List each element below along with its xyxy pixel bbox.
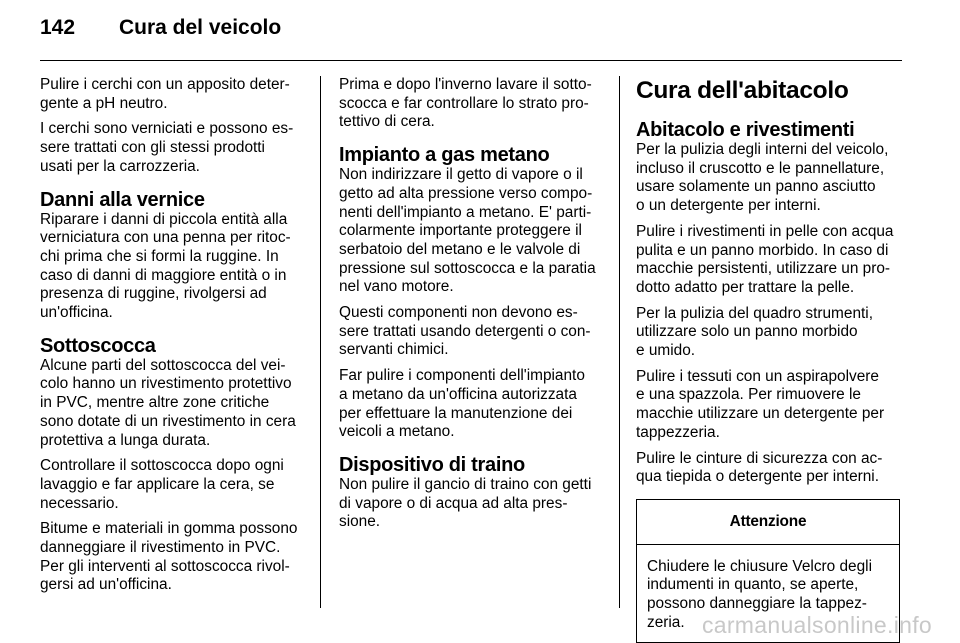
paragraph-inverno: Prima e dopo l'inverno lavare il sotto- scocca e far controllare lo strato pro- tettivo di cera.: [339, 76, 592, 131]
paragraph-bitume: Bitume e materiali in gomma possono danneggiare il rivestimento in PVC. Per gli interventi al sottoscocca rivol- gersi ad un'officina.: [40, 520, 298, 594]
page-number: 142: [40, 16, 76, 39]
notice-title: Attenzione: [637, 500, 899, 545]
column-divider-1: [320, 76, 321, 608]
heading-dispositivo-traino: Dispositivo di traino: [339, 453, 525, 476]
paragraph-cinture: Pulire le cinture di sicurezza con ac- qua tiepida o detergente per interni.: [636, 449, 883, 486]
watermark: carmanualsonline.info: [701, 612, 932, 638]
paragraph-getto-vapore: Non indirizzare il getto di vapore o il getto ad alta pressione verso compo- nenti dell'impianto a metano. E' parti- colarmente importante proteggere il serbatoio del metano e le valvole di pressione sul sottoscocca e la paratia nel vano motore.: [339, 166, 596, 296]
header-divider: [40, 60, 902, 61]
paragraph-tessuti: Pulire i tessuti con un aspirapolvere e una spazzola. Per rimuovere le macchie utilizzare un detergente per tappezzeria.: [636, 367, 885, 441]
paragraph-quadro-strumenti: Per la pulizia del quadro strumenti, utilizzare solo un panno morbido e umido.: [636, 304, 873, 360]
heading-impianto-metano: Impianto a gas metano: [339, 144, 550, 167]
heading-cura-abitacolo: Cura dell'abitacolo: [636, 77, 849, 104]
notice-body: Chiudere le chiusure Velcro degli indumenti in quanto, se aperte, possono danneggiare la tappez- zeria.: [647, 557, 873, 631]
paragraph-sottoscocca-pvc: Alcune parti del sottoscocca del vei- colo hanno un rivestimento protettivo in PVC, mentre altre zone critiche sono dotate di un rivestimento in cera protettiva a lunga durata.: [40, 356, 296, 449]
paragraph-gancio-traino: Non pulire il gancio di traino con getti di vapore o di acqua ad alta pres- sione.: [339, 475, 592, 531]
paragraph-officina-metano: Far pulire i componenti dell'impianto a metano da un'officina autorizzata per effettuare la manutenzione dei veicoli a metano.: [339, 367, 585, 441]
column-2: [339, 76, 609, 539]
column-1: [40, 76, 310, 602]
paragraph-sottoscocca-controllo: Controllare il sottoscocca dopo ogni lavaggio e far applicare la cera, se necessario.: [40, 457, 284, 512]
paragraph-pulizia-interni: Per la pulizia degli interni del veicolo, incluso il cruscotto e le pannellature, usare solamente un panno asciutto o un detergente per interni.: [636, 141, 889, 215]
paragraph-cerchi-detergente: Pulire i cerchi con un apposito deter- gente a pH neutro.: [40, 76, 290, 112]
heading-danni-vernice: Danni alla vernice: [40, 188, 205, 211]
paragraph-danni-vernice: Riparare i danni di piccola entità alla verniciatura con una penna per ritoc- chi prima che si formi la ruggine. In caso di danni di maggiore entità o in presenza di ruggine, rivolgersi ad un'officina.: [40, 210, 291, 322]
heading-abitacolo-rivestimenti: Abitacolo e rivestimenti: [636, 119, 855, 141]
heading-sottoscocca: Sottoscocca: [40, 334, 156, 357]
page-header: [40, 16, 281, 46]
column-3: [636, 77, 904, 643]
paragraph-rivestimenti-pelle: Pulire i rivestimenti in pelle con acqua pulita e un panno morbido. In caso di macchie persistenti, utilizzare un pro- dotto adatto per trattare la pelle.: [636, 222, 894, 296]
chapter-title: Cura del veicolo: [119, 16, 282, 39]
paragraph-cerchi-verniciati: I cerchi sono verniciati e possono es- sere trattati con gli stessi prodotti usati per la carrozzeria.: [40, 120, 294, 175]
column-divider-2: [619, 76, 620, 608]
paragraph-componenti-detergenti: Questi componenti non devono es- sere trattati usando detergenti o con- servanti chimici.: [339, 304, 591, 359]
